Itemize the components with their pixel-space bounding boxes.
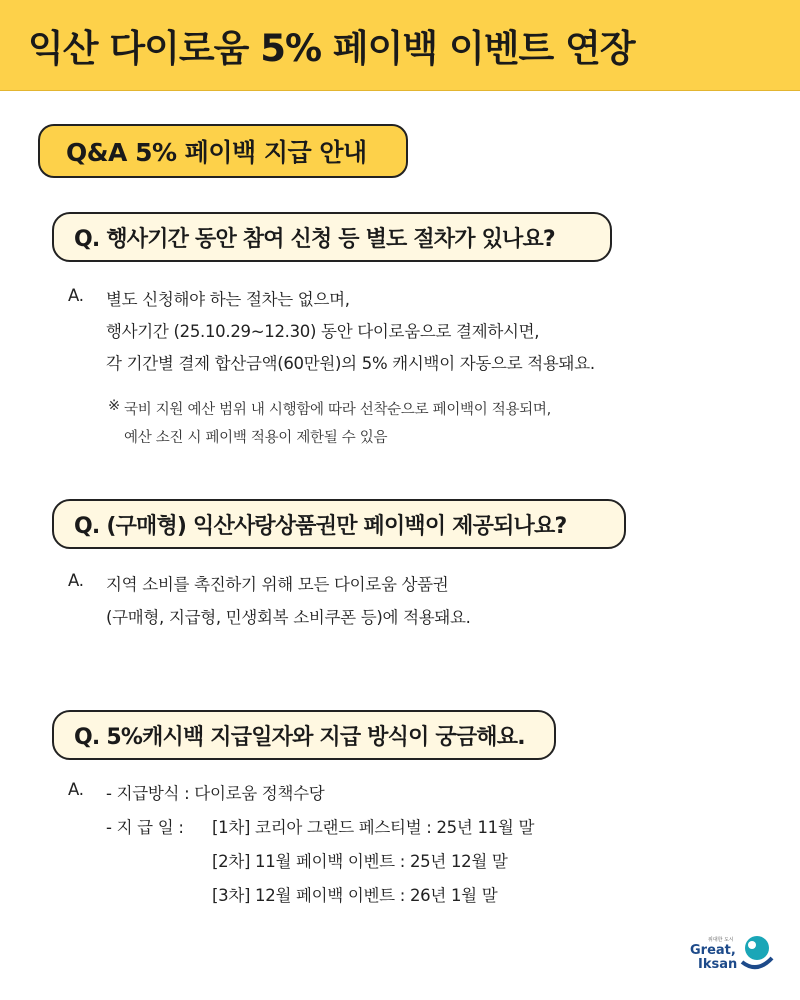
answer-3-label: A. xyxy=(68,780,84,799)
question-3: Q. 5%캐시백 지급일자와 지급 방식이 궁금해요. xyxy=(52,710,556,760)
note-mark: ※ xyxy=(108,398,120,414)
section-badge: Q&A 5% 페이백 지급 안내 xyxy=(38,124,408,178)
logo-line1: Great, xyxy=(690,943,736,958)
note-line: 예산 소진 시 페이백 적용이 제한될 수 있음 xyxy=(124,430,388,446)
header-banner xyxy=(0,0,800,91)
question-1: Q. 행사기간 동안 참여 신청 등 별도 절차가 있나요? xyxy=(52,212,612,262)
answer-2-line: 지역 소비를 촉진하기 위해 모든 다이로움 상품권 xyxy=(106,575,449,594)
schedule-item: [2차] 11월 페이백 이벤트 : 25년 12월 말 xyxy=(212,852,508,871)
schedule-item: [3차] 12월 페이백 이벤트 : 26년 1월 말 xyxy=(212,886,498,905)
answer-1-line: 행사기간 (25.10.29~12.30) 동안 다이로움으로 결제하시면, xyxy=(106,322,540,341)
logo-wave-icon xyxy=(740,932,774,976)
logo-tagline: 위대한 도시 xyxy=(708,937,734,943)
note-line: 국비 지원 예산 범위 내 시행함에 따라 선착순으로 페이백이 적용되며, xyxy=(124,402,551,418)
answer-2 xyxy=(68,571,768,641)
answer-1-label: A. xyxy=(68,286,84,305)
answer-1 xyxy=(68,286,768,456)
answer-3 xyxy=(68,780,768,910)
page-title: 익산 다이로움 5% 페이백 이벤트 연장 xyxy=(28,27,635,70)
answer-1-line: 각 기간별 결제 합산금액(60만원)의 5% 캐시백이 자동으로 적용돼요. xyxy=(106,354,595,373)
great-iksan-logo xyxy=(686,930,776,980)
answer-1-line: 별도 신청해야 하는 절차는 없으며, xyxy=(106,290,350,309)
payment-method: - 지급방식 : 다이로움 정책수당 xyxy=(106,784,325,803)
answer-2-label: A. xyxy=(68,571,84,590)
schedule-item: [1차] 코리아 그랜드 페스티벌 : 25년 11월 말 xyxy=(212,818,535,837)
logo-line2: Iksan xyxy=(698,957,738,972)
answer-2-line: (구매형, 지급형, 민생회복 소비쿠폰 등)에 적용돼요. xyxy=(106,608,471,627)
payment-date-label: - 지 급 일 : xyxy=(106,818,184,837)
question-2: Q. (구매형) 익산사랑상품권만 페이백이 제공되나요? xyxy=(52,499,626,549)
